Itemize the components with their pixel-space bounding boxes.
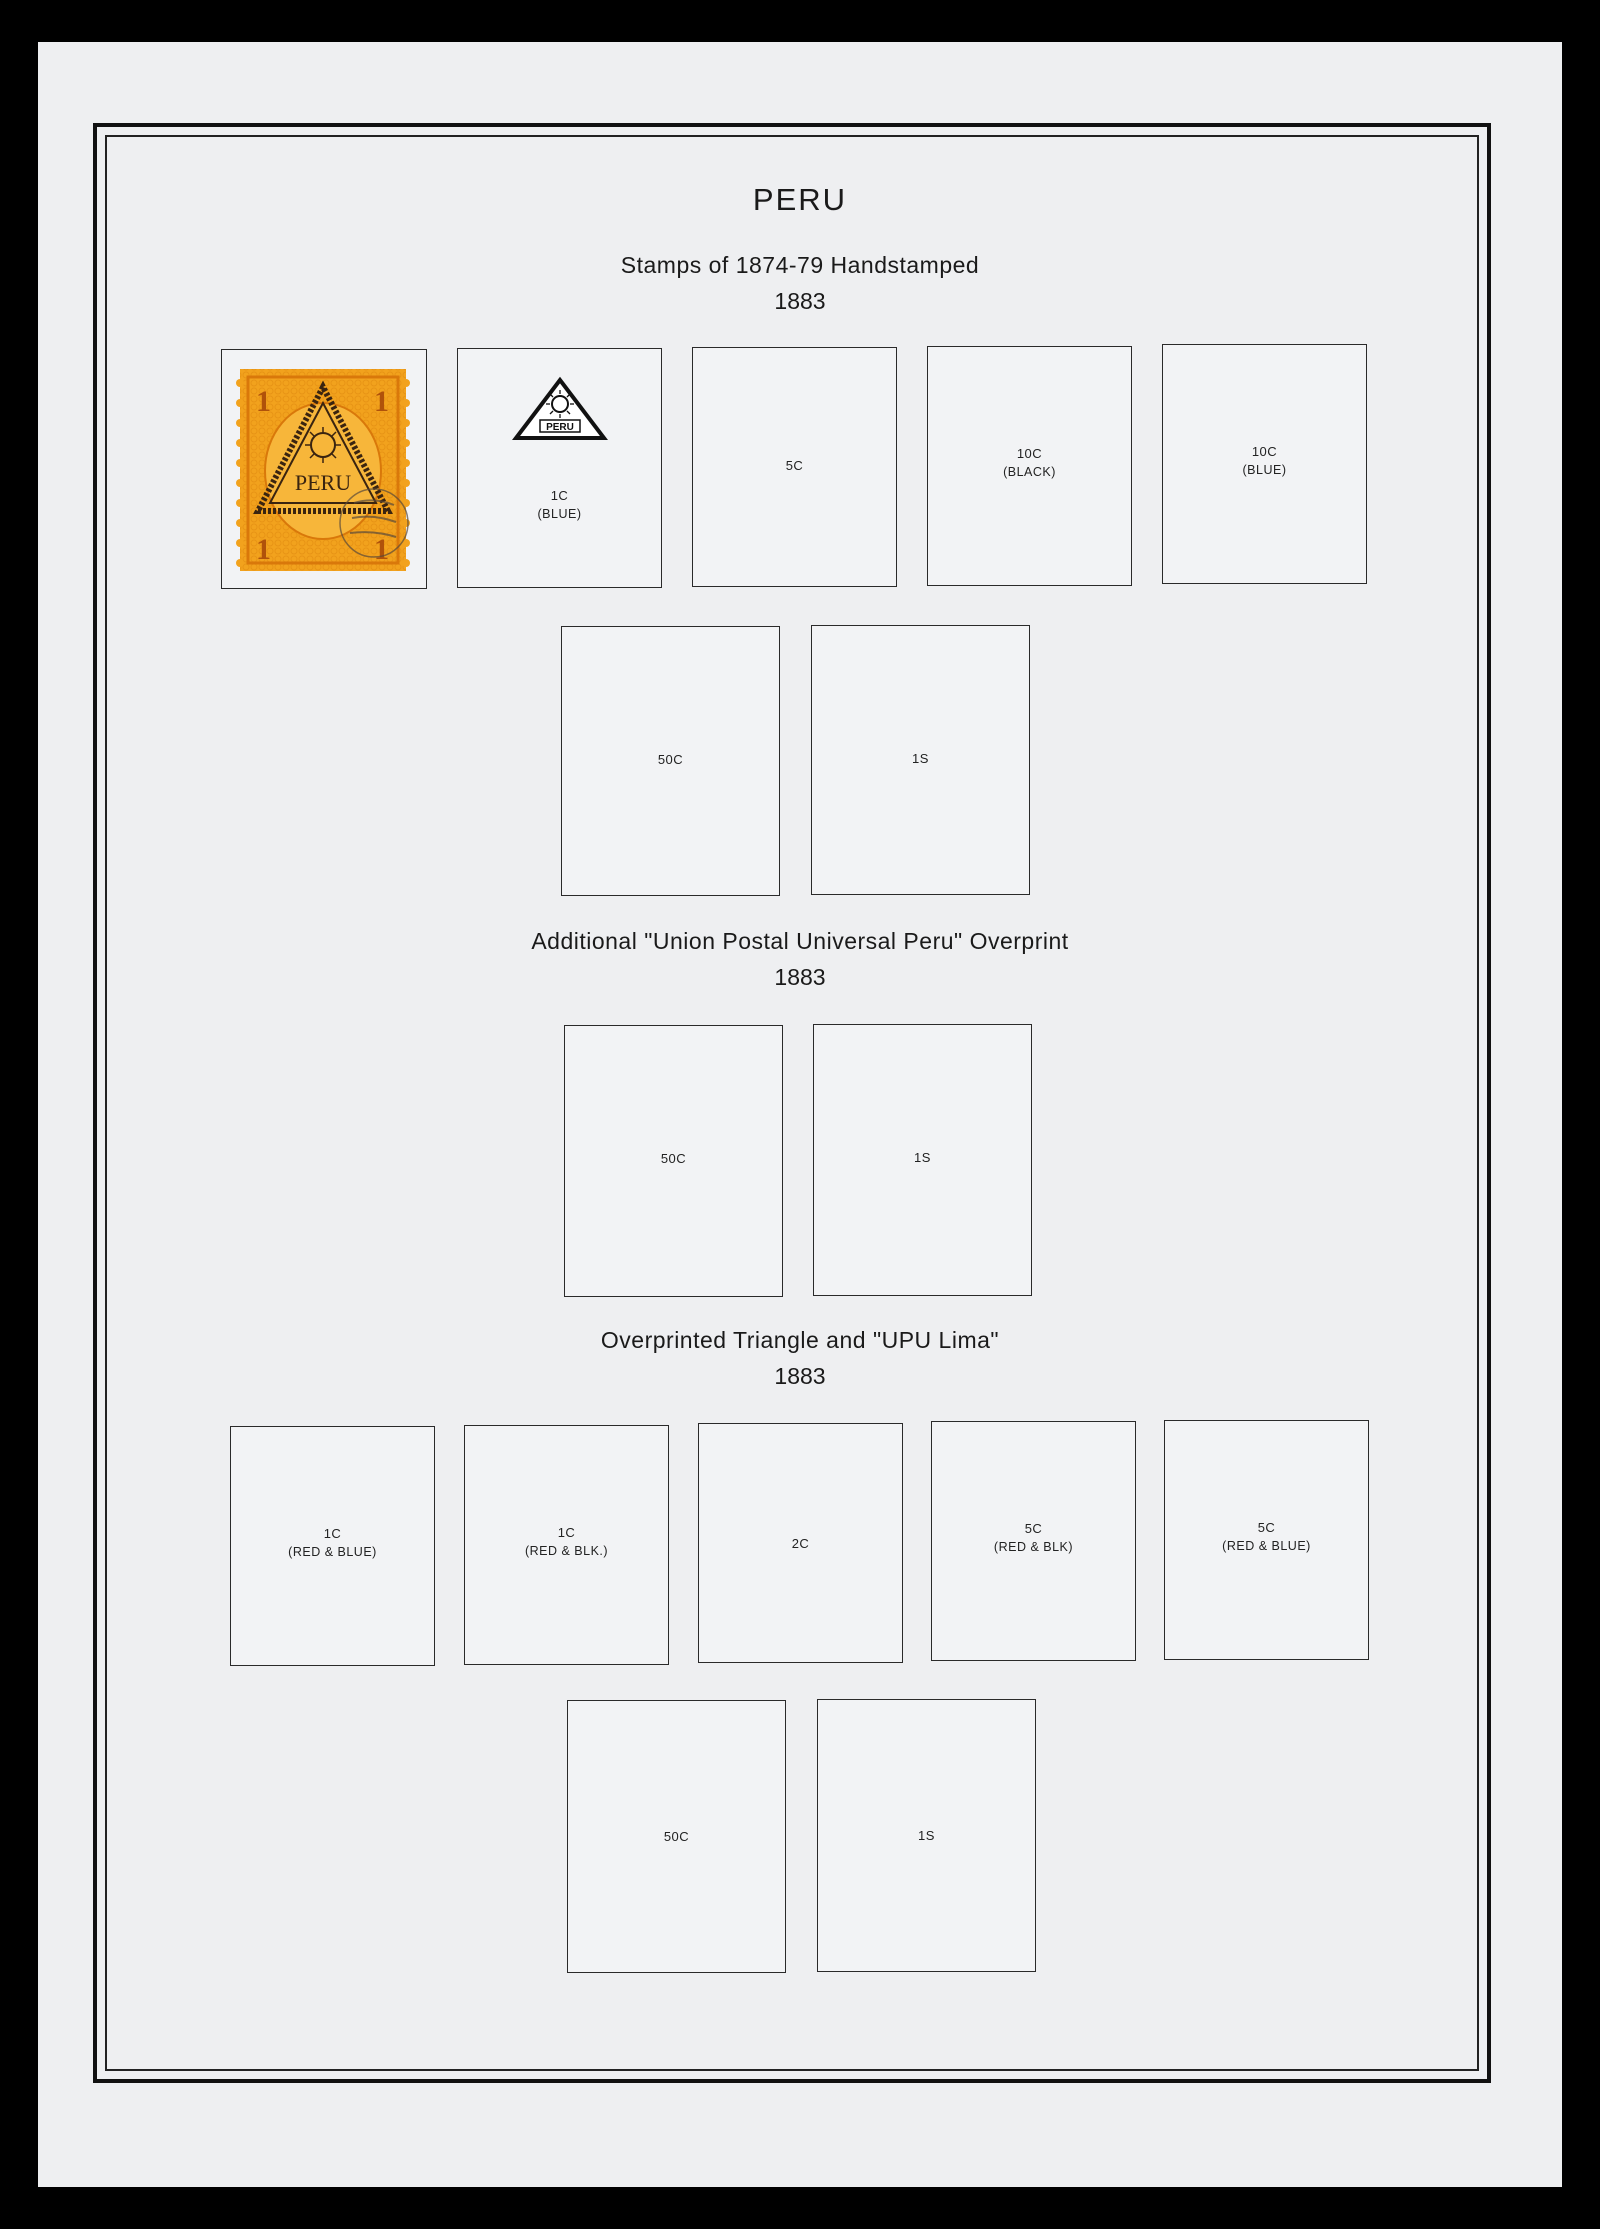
stamp-value: 1C <box>323 1526 342 1541</box>
stamp-color: (BLUE) <box>537 507 582 521</box>
stamp-slot-50c <box>561 626 780 896</box>
stamp-value: 1C <box>550 488 569 503</box>
stamp-denomination-bottom-left: 1 <box>256 533 271 566</box>
stamp-slot-1c-red-blue <box>230 1426 435 1666</box>
stamp-value: 50C <box>663 1829 690 1844</box>
stamp-slot-50c <box>567 1700 786 1973</box>
stamp-slot-5c <box>692 347 897 587</box>
stamp-slot-1s <box>813 1024 1032 1296</box>
stamp-slot-1c-red-blk <box>464 1425 669 1665</box>
stamp-denomination-top-right: 1 <box>374 385 389 418</box>
triangle-icon-text: PERU <box>546 422 574 433</box>
album-page <box>38 42 1562 2187</box>
stamp-slot-10c-black <box>927 346 1132 586</box>
page-title: PERU <box>752 182 848 217</box>
stamp-slot-label <box>231 1525 434 1561</box>
stamp-slot-5c-red-blk <box>931 1421 1136 1661</box>
stamp-slot-5c-red-blue <box>1164 1420 1369 1660</box>
stamp-value: 1S <box>912 751 929 766</box>
stamp-denomination-bottom-right: 1 <box>374 533 389 566</box>
stamp-slot-label <box>458 487 661 523</box>
stamp-value: 2C <box>791 1536 810 1551</box>
stamp-slot-label <box>928 445 1131 481</box>
stamp-value: 5C <box>1257 1520 1276 1535</box>
stamp-slot-50c <box>564 1025 783 1297</box>
stamp-slot-label <box>818 1827 1035 1845</box>
stamp-value: 1C <box>557 1525 576 1540</box>
stamp-color: (RED & BLK) <box>993 1540 1074 1554</box>
stamp-slot-label <box>812 750 1029 768</box>
section-year-union-postal: 1883 <box>774 964 826 990</box>
stamp-slot-label <box>814 1149 1031 1167</box>
stamp-overprint-text: PERU <box>294 470 352 495</box>
section-title-handstamped: Stamps of 1874-79 Handstamped <box>620 252 980 278</box>
section-year-handstamped: 1883 <box>774 288 826 314</box>
stamp-slot-label <box>568 1828 785 1846</box>
stamp-slot-mounted <box>221 349 427 589</box>
stamp-slot-label <box>699 1535 902 1553</box>
stamp-value: 10C <box>1251 444 1278 459</box>
section-title-union-postal: Additional "Union Postal Universal Peru" Overprint <box>531 928 1069 954</box>
stamp-value: 50C <box>660 1151 687 1166</box>
stamp-slot-label <box>932 1520 1135 1556</box>
stamp-slot-1c-blue <box>457 348 662 588</box>
section-year-upu-lima: 1883 <box>774 1363 826 1389</box>
triangle-overprint-icon <box>512 376 608 442</box>
stamp-color: (RED & BLUE) <box>1222 1539 1311 1553</box>
stamp-value: 5C <box>785 458 804 473</box>
stamp-value: 10C <box>1016 446 1043 461</box>
stamp-value: 1S <box>918 1828 935 1843</box>
stamp-slot-label <box>562 751 779 769</box>
mounted-stamp-image <box>234 363 412 577</box>
stamp-slot-10c-blue <box>1162 344 1367 584</box>
stamp-value: 1S <box>914 1150 931 1165</box>
stamp-color: (RED & BLUE) <box>288 1545 377 1559</box>
stamp-slot-label <box>693 457 896 475</box>
stamp-color: (BLUE) <box>1242 463 1287 477</box>
stamp-color: (BLACK) <box>1003 465 1056 479</box>
stamp-slot-label <box>1165 1519 1368 1555</box>
stamp-slot-label <box>1163 443 1366 479</box>
stamp-slot-1s <box>811 625 1030 895</box>
stamp-denomination-top-left: 1 <box>256 385 271 418</box>
stamp-slot-2c <box>698 1423 903 1663</box>
stamp-color: (RED & BLK.) <box>524 1544 609 1558</box>
section-title-upu-lima: Overprinted Triangle and "UPU Lima" <box>600 1327 1000 1353</box>
stamp-value: 5C <box>1024 1521 1043 1536</box>
stamp-value: 50C <box>657 752 684 767</box>
stamp-slot-1s <box>817 1699 1036 1972</box>
stamp-slot-label <box>465 1524 668 1560</box>
stamp-slot-label <box>565 1150 782 1168</box>
